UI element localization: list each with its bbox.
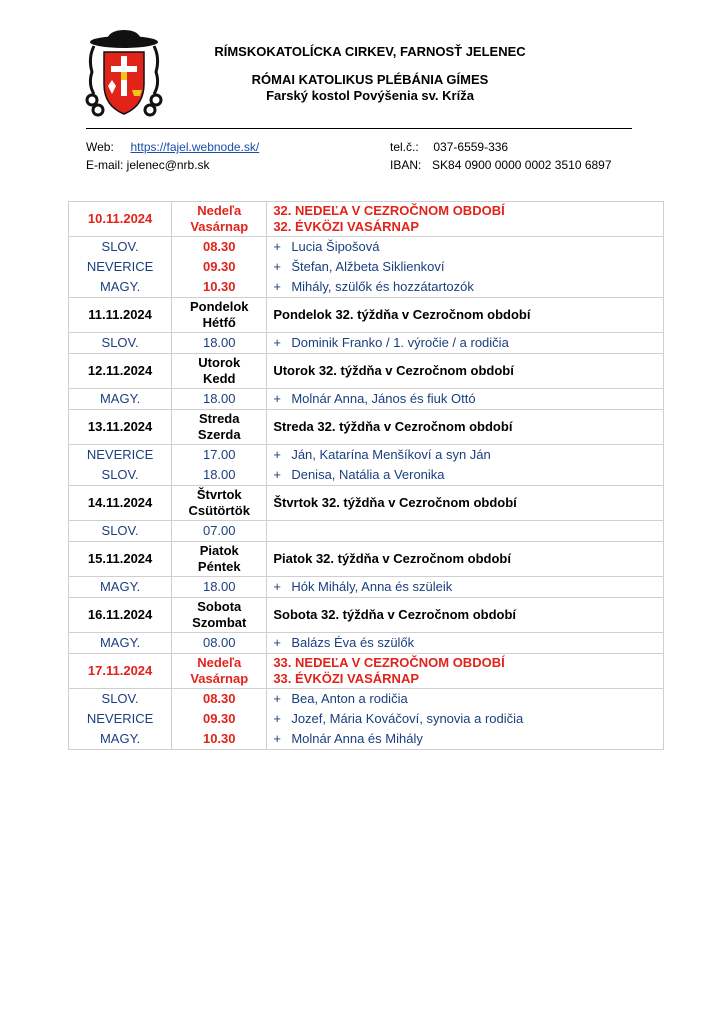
mass-row: [69, 633, 664, 654]
mass-intention: [273, 445, 657, 465]
mass-intention: [273, 389, 657, 409]
plus-cross-icon: +: [273, 335, 281, 350]
liturgical-day-cell: [267, 298, 664, 333]
mass-intention: [273, 521, 657, 541]
mass-row: [69, 237, 664, 298]
intention-text: Balázs Éva és szülők: [291, 635, 415, 650]
intention-text: Denisa, Natália a Veronika: [291, 467, 445, 482]
intention-text: Štefan, Alžbeta Siklienkoví: [291, 259, 445, 274]
plus-cross-icon: +: [273, 259, 281, 274]
mass-time: 10.30: [202, 279, 236, 294]
time-cell: [172, 577, 267, 598]
weekday-sk: Streda: [199, 411, 240, 426]
coat-of-arms-icon: [84, 28, 164, 118]
time-cell: [172, 521, 267, 542]
liturgical-title: 33. NEDEĽA V CEZROČNOM OBDOBÍ: [273, 655, 505, 670]
intention-cell: [267, 333, 664, 354]
mass-row: [69, 333, 664, 354]
weekday-hu: Csütörtök: [188, 503, 250, 518]
mass-time: 08.00: [202, 635, 236, 650]
intention-text: Mihály, szülők és hozzátartozók: [291, 279, 474, 294]
mass-time: 09.30: [202, 259, 236, 274]
intention-text: Molnár Anna, János és fiuk Ottó: [291, 391, 476, 406]
date-cell: 13.11.2024: [69, 410, 172, 445]
day-header-row: [69, 202, 664, 237]
church-name: Farský kostol Povýšenia sv. Kríža: [266, 88, 474, 103]
day-header-row: [69, 598, 664, 633]
phone-contact: [390, 140, 508, 154]
liturgical-title: 32. NEDEĽA V CEZROČNOM OBDOBÍ: [273, 203, 505, 218]
weekday-cell: [172, 598, 267, 633]
plus-cross-icon: +: [273, 579, 281, 594]
liturgical-title: Piatok 32. týždňa v Cezročnom období: [273, 551, 511, 566]
plus-cross-icon: +: [273, 447, 281, 462]
mass-intention: [273, 257, 657, 277]
liturgical-title-hu: 33. ÉVKÖZI VASÁRNAP: [273, 671, 420, 686]
place-cell: [69, 333, 172, 354]
date-cell: 10.11.2024: [69, 202, 172, 237]
mass-time: 08.30: [202, 239, 236, 254]
mass-intention: [273, 689, 657, 709]
weekday-cell: [172, 354, 267, 389]
liturgical-day-cell: [267, 654, 664, 689]
weekday-hu: Kedd: [203, 371, 236, 386]
liturgical-title: Pondelok 32. týždňa v Cezročnom období: [273, 307, 531, 322]
weekday-sk: Nedeľa: [197, 655, 242, 670]
mass-time: 17.00: [202, 447, 236, 462]
intention-cell: [267, 389, 664, 410]
intention-cell: [267, 521, 664, 542]
mass-time: 07.00: [202, 523, 236, 538]
weekday-sk: Štvrtok: [196, 487, 242, 502]
intention-text: Lucia Šipošová: [291, 239, 380, 254]
liturgical-day-cell: [267, 410, 664, 445]
weekday-cell: [172, 486, 267, 521]
time-cell: [172, 237, 267, 298]
iban-label: IBAN:: [390, 158, 422, 172]
date-cell: 12.11.2024: [69, 354, 172, 389]
liturgical-day-cell: [267, 542, 664, 577]
mass-intention: [273, 709, 657, 729]
tel-value: 037-6559-336: [433, 140, 509, 154]
mass-row: [69, 521, 664, 542]
place-cell: [69, 689, 172, 750]
web-label: Web:: [86, 140, 114, 154]
place-cell: [69, 521, 172, 542]
mass-intention: [273, 465, 657, 485]
intention-cell: [267, 445, 664, 486]
mass-intention: [273, 277, 657, 297]
weekday-cell: [172, 202, 267, 237]
mass-intention: [273, 237, 657, 257]
day-header-row: [69, 654, 664, 689]
time-cell: [172, 333, 267, 354]
plus-cross-icon: +: [273, 467, 281, 482]
intention-cell: [267, 633, 664, 654]
date-cell: 16.11.2024: [69, 598, 172, 633]
weekday-hu: Szombat: [192, 615, 247, 630]
weekday-cell: [172, 654, 267, 689]
weekday-sk: Sobota: [197, 599, 242, 614]
mass-place: MAGY.: [99, 579, 141, 594]
parish-name-sk: RÍMSKOKATOLÍCKA CIRKEV, FARNOSŤ JELENEC: [214, 44, 526, 59]
mass-time: 18.00: [202, 335, 236, 350]
weekday-hu: Péntek: [197, 559, 241, 574]
mass-place: MAGY.: [99, 731, 141, 746]
mass-time: 18.00: [202, 467, 236, 482]
mass-row: [69, 577, 664, 598]
mass-place: NEVERICE: [86, 711, 154, 726]
intention-cell: [267, 689, 664, 750]
place-cell: [69, 577, 172, 598]
mass-place: MAGY.: [99, 635, 141, 650]
place-cell: [69, 389, 172, 410]
weekday-sk: Piatok: [199, 543, 239, 558]
plus-cross-icon: +: [273, 391, 281, 406]
mass-place: NEVERICE: [86, 447, 154, 462]
time-cell: [172, 689, 267, 750]
intention-text: Molnár Anna és Mihály: [291, 731, 423, 746]
web-contact: [86, 140, 259, 154]
time-cell: [172, 633, 267, 654]
place-cell: [69, 633, 172, 654]
weekday-sk: Pondelok: [189, 299, 249, 314]
mass-schedule-table: [68, 201, 664, 750]
liturgical-title: Štvrtok 32. týždňa v Cezročnom období: [273, 495, 517, 510]
weekday-cell: [172, 542, 267, 577]
mass-intention: [273, 729, 657, 749]
email-contact: E-mail: jelenec@nrb.sk: [86, 158, 210, 172]
liturgical-title: Utorok 32. týždňa v Cezročnom období: [273, 363, 514, 378]
liturgical-title: Sobota 32. týždňa v Cezročnom období: [273, 607, 517, 622]
weekday-hu: Vasárnap: [190, 671, 249, 686]
mass-place: MAGY.: [99, 391, 141, 406]
plus-cross-icon: +: [273, 635, 281, 650]
mass-place: SLOV.: [101, 335, 139, 350]
weekday-cell: [172, 298, 267, 333]
mass-row: [69, 389, 664, 410]
mass-time: 10.30: [202, 731, 236, 746]
mass-row: [69, 445, 664, 486]
date-cell: 15.11.2024: [69, 542, 172, 577]
intention-text: Jozef, Mária Kováčoví, synovia a rodičia: [291, 711, 524, 726]
liturgical-day-cell: [267, 486, 664, 521]
mass-place: SLOV.: [101, 691, 139, 706]
intention-text: Hók Mihály, Anna és szüleik: [291, 579, 453, 594]
mass-time: 18.00: [202, 579, 236, 594]
iban-value: SK84 0900 0000 0002 3510 6897: [432, 158, 612, 172]
plus-cross-icon: +: [273, 711, 281, 726]
intention-text: Dominik Franko / 1. výročie / a rodičia: [291, 335, 509, 350]
intention-text: Ján, Katarína Menšíkoví a syn Ján: [291, 447, 491, 462]
tel-label: tel.č.:: [390, 140, 419, 154]
weekday-sk: Nedeľa: [197, 203, 242, 218]
mass-place: SLOV.: [101, 467, 139, 482]
web-link[interactable]: https://fajel.webnode.sk/: [130, 140, 260, 154]
liturgical-day-cell: [267, 598, 664, 633]
intention-text: Bea, Anton a rodičia: [291, 691, 408, 706]
liturgical-title: Streda 32. týždňa v Cezročnom období: [273, 419, 513, 434]
date-cell: 14.11.2024: [69, 486, 172, 521]
mass-place: SLOV.: [101, 239, 139, 254]
plus-cross-icon: +: [273, 279, 281, 294]
mass-place: SLOV.: [101, 523, 139, 538]
mass-row: [69, 689, 664, 750]
intention-cell: [267, 577, 664, 598]
place-cell: [69, 445, 172, 486]
liturgical-title-hu: 32. ÉVKÖZI VASÁRNAP: [273, 219, 420, 234]
place-cell: [69, 237, 172, 298]
intention-cell: [267, 237, 664, 298]
weekday-sk: Utorok: [198, 355, 241, 370]
time-cell: [172, 445, 267, 486]
iban-contact: [390, 158, 612, 172]
letterhead: [0, 0, 725, 190]
weekday-cell: [172, 410, 267, 445]
mass-time: 09.30: [202, 711, 236, 726]
mass-intention: [273, 577, 657, 597]
date-cell: 11.11.2024: [69, 298, 172, 333]
mass-place: NEVERICE: [86, 259, 154, 274]
plus-cross-icon: +: [273, 239, 281, 254]
day-header-row: [69, 486, 664, 521]
day-header-row: [69, 298, 664, 333]
plus-cross-icon: +: [273, 731, 281, 746]
time-cell: [172, 389, 267, 410]
plus-cross-icon: +: [273, 691, 281, 706]
mass-time: 18.00: [202, 391, 236, 406]
liturgical-day-cell: [267, 202, 664, 237]
day-header-row: [69, 542, 664, 577]
day-header-row: [69, 410, 664, 445]
weekday-hu: Szerda: [197, 427, 241, 442]
date-cell: 17.11.2024: [69, 654, 172, 689]
liturgical-day-cell: [267, 354, 664, 389]
weekday-hu: Hétfő: [202, 315, 236, 330]
mass-intention: [273, 633, 657, 653]
mass-time: 08.30: [202, 691, 236, 706]
parish-name-hu: RÓMAI KATOLIKUS PLÉBÁNIA GÍMES: [251, 72, 489, 87]
mass-place: MAGY.: [99, 279, 141, 294]
weekday-hu: Vasárnap: [190, 219, 249, 234]
day-header-row: [69, 354, 664, 389]
header-divider: [86, 128, 632, 129]
mass-intention: [273, 333, 657, 353]
